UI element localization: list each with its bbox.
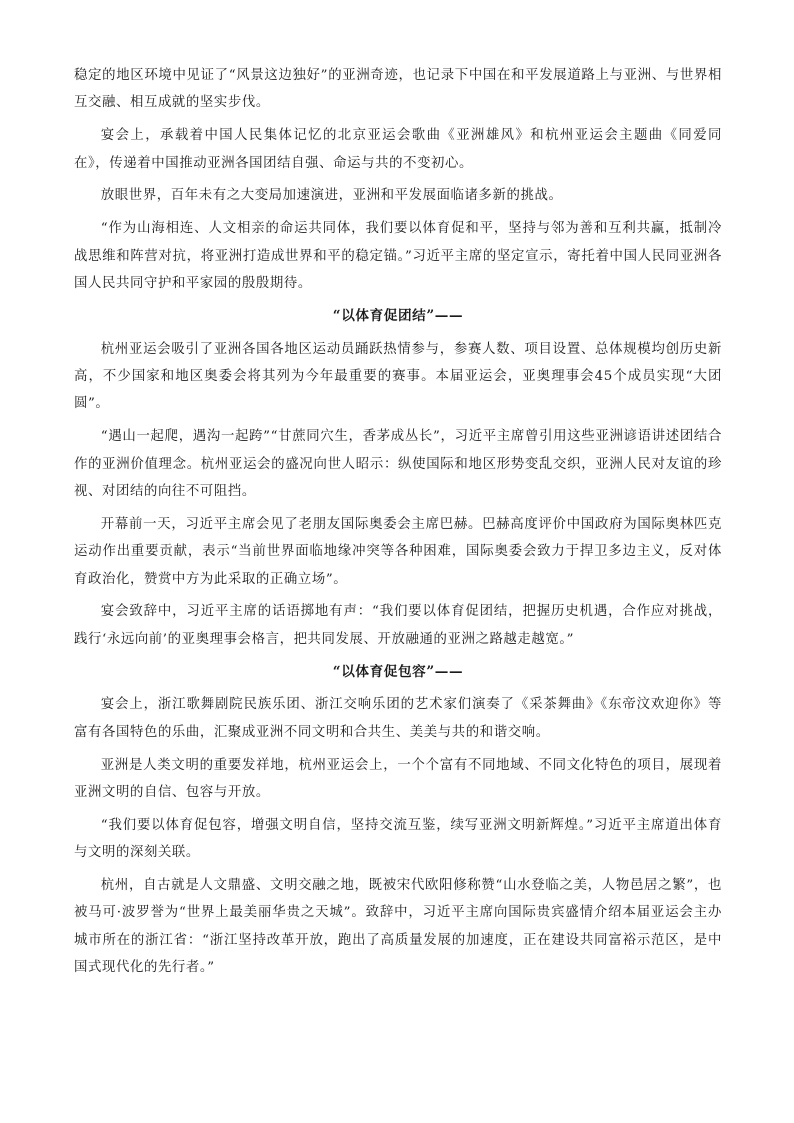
- body-paragraph: 亚洲是人类文明的重要发祥地，杭州亚运会上，一个个富有不同地域、不同文化特色的项目，展现着亚洲文明的自信、包容与开放。: [74, 757, 722, 801]
- section-heading: “以体育促包容”——: [332, 663, 464, 680]
- body-paragraph: 宴会上，承载着中国人民集体记忆的北京亚运会歌曲《亚洲雄风》和杭州亚运会主题曲《同爱同在》，传递着中国推动亚洲各国团结自强、命运与共的不变初心。: [74, 128, 722, 171]
- body-paragraph: 开幕前一天，习近平主席会见了老朋友国际奥委会主席巴赫。巴赫高度评价中国政府为国际奥林匹克运动作出重要贡献，表示“当前世界面临地缘冲突等各种困难，国际奥委会致力于捍卫多边主义，反对体育政治化，赞赏中方为此采取的正确立场”。: [74, 516, 722, 587]
- body-paragraph: “作为山海相连、人文相亲的命运共同体，我们要以体育促和平，坚持与邻为善和互利共赢，抵制冷战思维和阵营对抗，将亚洲打造成世界和平的稳定锚。”习近平主席的坚定宣示，寄托着中国人民同亚洲各国人民共同守护和平家园的殷殷期待。: [74, 221, 722, 292]
- section-heading: “以体育促团结”——: [332, 307, 464, 324]
- body-paragraph: 放眼世界，百年未有之大变局加速演进，亚洲和平发展面临诸多新的挑战。: [100, 188, 563, 204]
- body-paragraph: 稳定的地区环境中见证了“风景这边独好”的亚洲奇迹，也记录下中国在和平发展道路上与亚洲、与世界相互交融、相互成就的坚实步伐。: [74, 68, 722, 111]
- body-paragraph: 杭州亚运会吸引了亚洲各国各地区运动员踊跃热情参与，参赛人数、项目设置、总体规模均创历史新高，不少国家和地区奥委会将其列为今年最重要的赛事。本届亚运会，亚奥理事会45个成员实现“大团圆”。: [74, 341, 722, 412]
- body-paragraph: 杭州，自古就是人文鼎盛、文明交融之地，既被宋代欧阳修称赞“山水登临之美，人物邑居之繁”，也被马可·波罗誉为“世界上最美丽华贵之天城”。致辞中，习近平主席向国际贵宾盛情介绍本届亚运会主办城市所在的浙江省：“浙江坚持改革开放，跑出了高质量发展的加速度，正在建设共同富裕示范区，是中国式现代化的先行者。”: [74, 878, 722, 976]
- body-paragraph: “遇山一起爬，遇沟一起跨”“甘蔗同穴生，香茅成丛长”，习近平主席曾引用这些亚洲谚语讲述团结合作的亚洲价值理念。杭州亚运会的盛况向世人昭示：纵使国际和地区形势变乱交织，亚洲人民对友谊的珍视、对团结的向往不可阻挡。: [74, 429, 722, 500]
- body-paragraph: “我们要以体育促包容，增强文明自信，坚持交流互鉴，续写亚洲文明新辉煌。”习近平主席道出体育与文明的深刻关联。: [74, 817, 722, 861]
- body-paragraph: 宴会致辞中，习近平主席的话语掷地有声：“我们要以体育促团结，把握历史机遇，合作应对挑战，践行‘永远向前’的亚奥理事会格言，把共同发展、开放融通的亚洲之路越走越宽。”: [74, 604, 722, 647]
- article-body: [74, 62, 722, 987]
- body-paragraph: 宴会上，浙江歌舞剧院民族乐团、浙江交响乐团的艺术家们演奏了《采茶舞曲》《东帝汶欢迎你》等富有各国特色的乐曲，汇聚成亚洲不同文明和合共生、美美与共的和谐交响。: [74, 697, 722, 740]
